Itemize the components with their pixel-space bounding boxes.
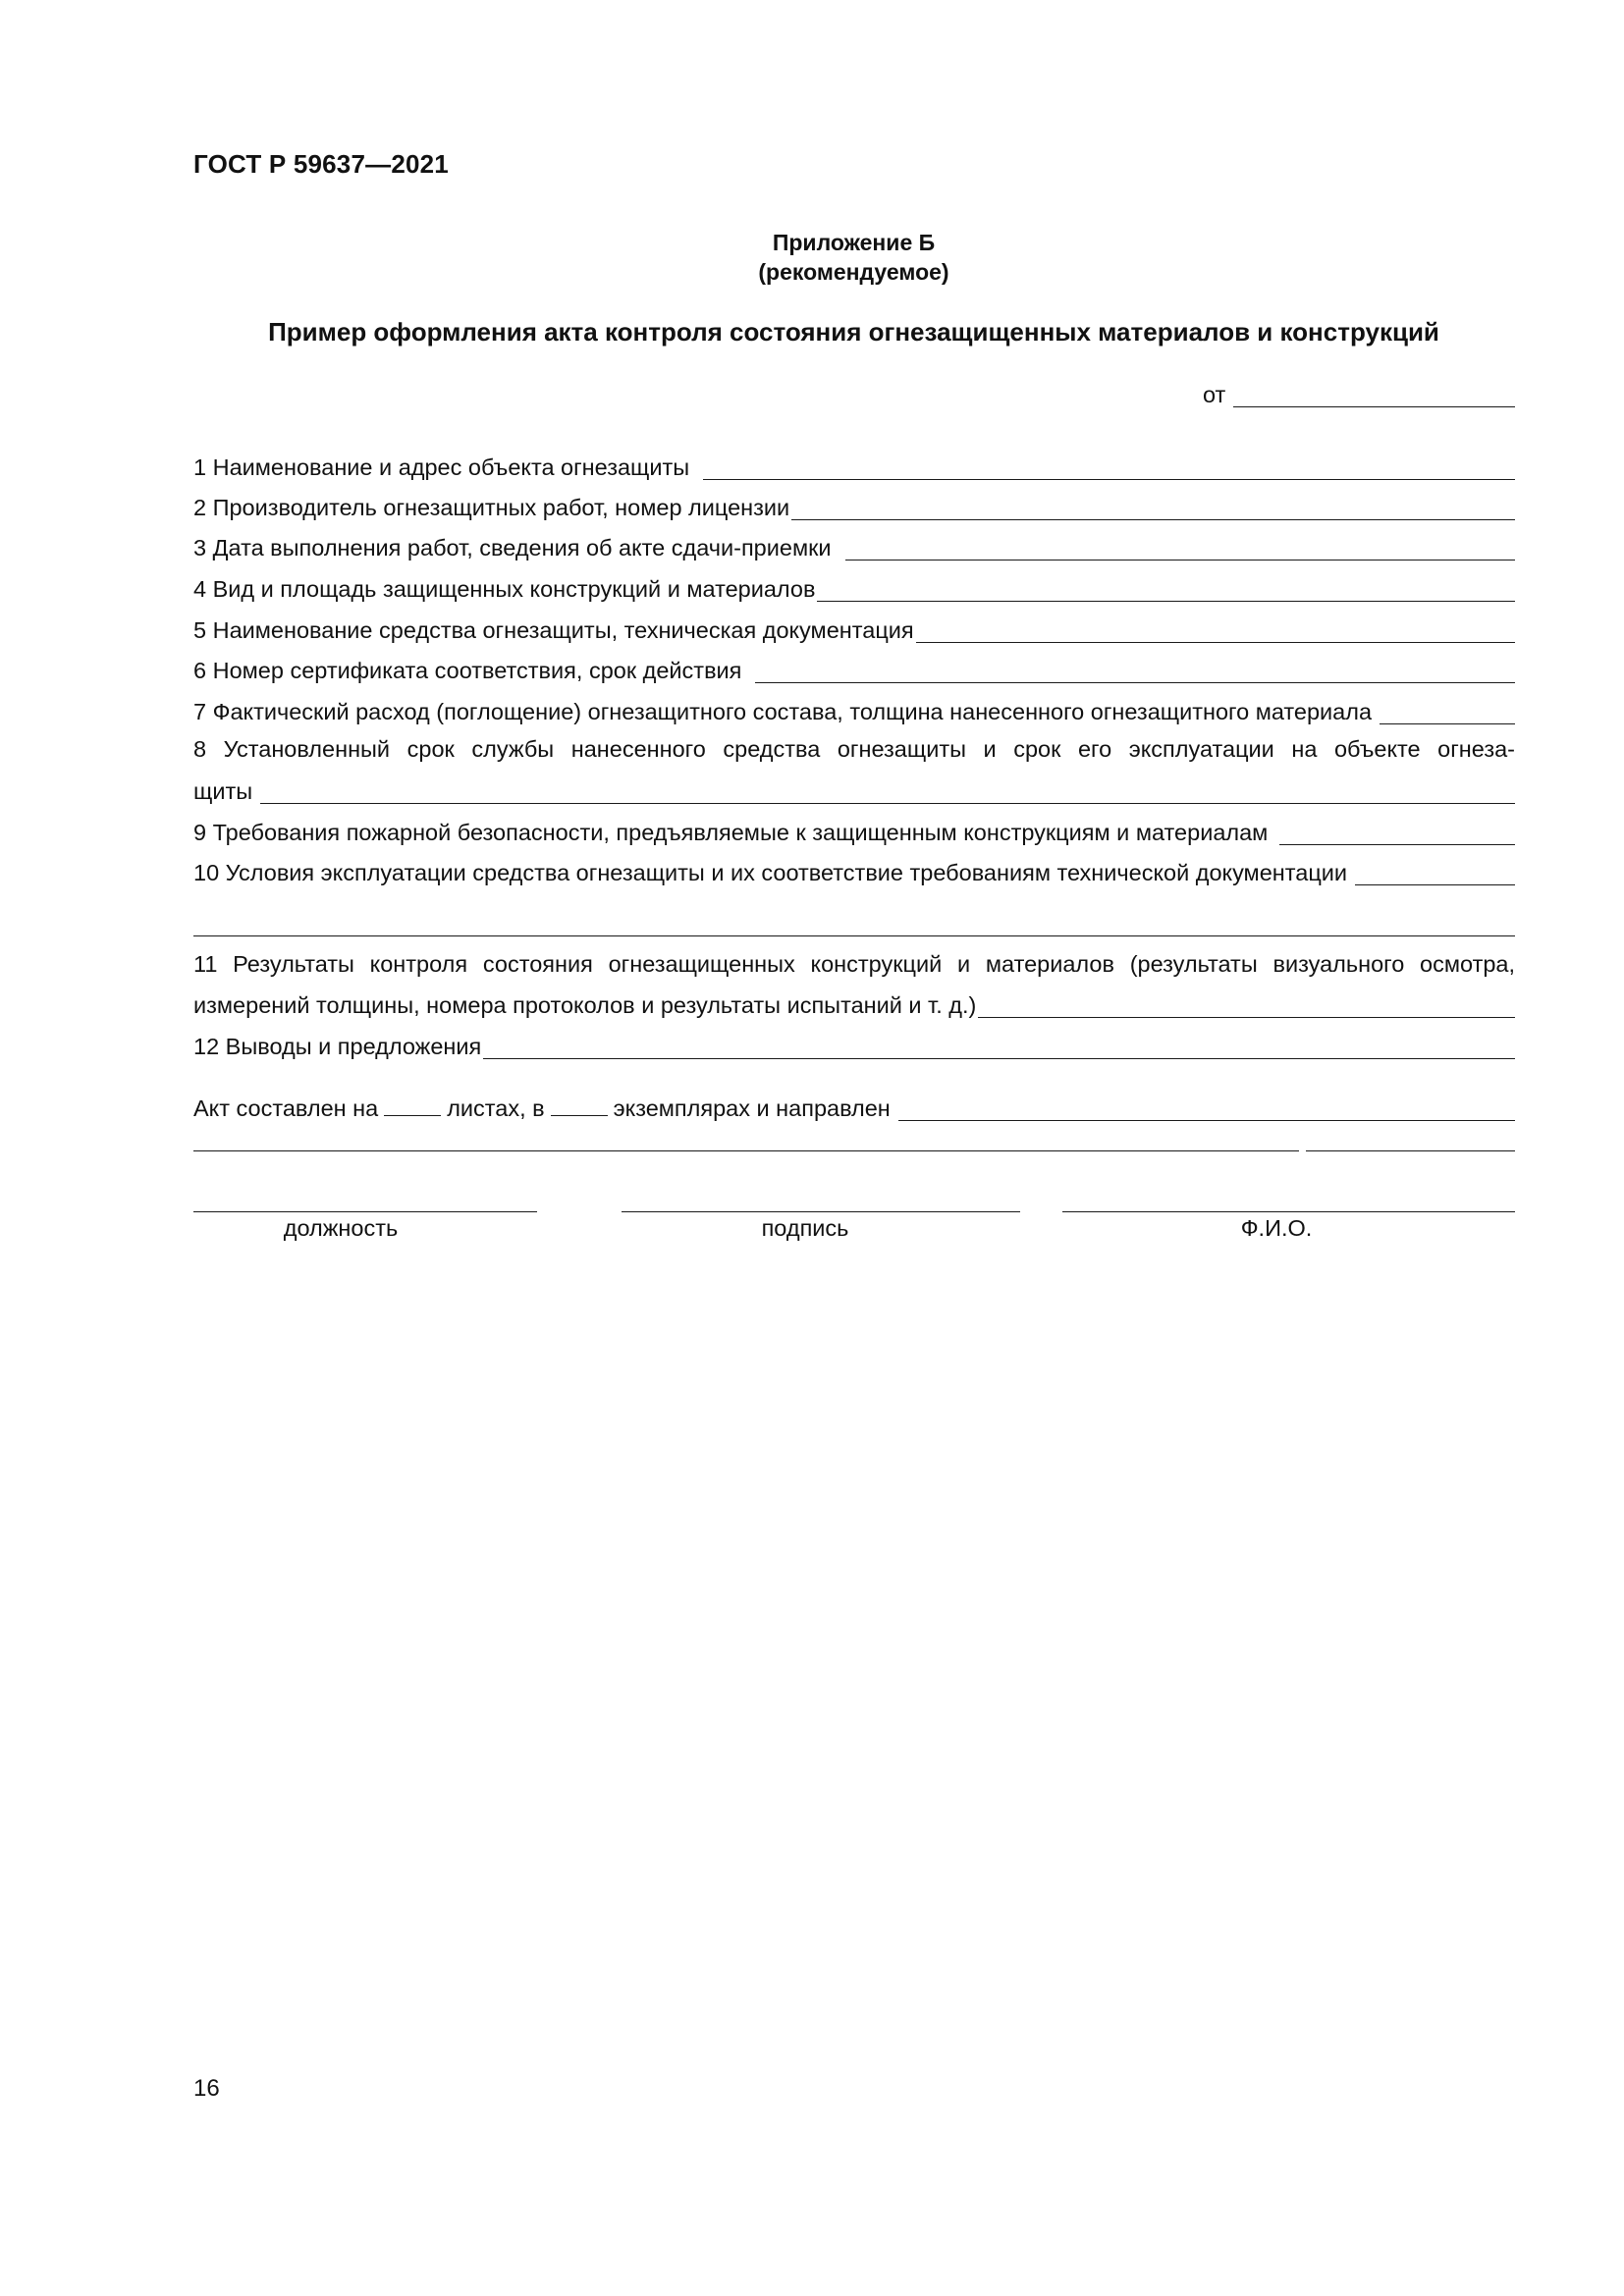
date-field[interactable]	[1203, 377, 1515, 410]
item-8-label-continued: щиты	[193, 778, 253, 804]
item-2-field[interactable]	[193, 490, 1515, 523]
act-label	[193, 1095, 891, 1124]
item-8-label: 8 Установленный срок службы нанесенного средства огнезащиты и срок его эксплуатации на объекте огнеза-	[193, 736, 1515, 762]
item-2-blank[interactable]	[791, 519, 1515, 520]
signature-blank[interactable]	[622, 1211, 1020, 1212]
item-2-label: 2 Производитель огнезащитных работ, номер лицензии	[193, 495, 790, 520]
item-10-blank-continued[interactable]	[193, 935, 1515, 936]
item-1-blank[interactable]	[703, 479, 1515, 480]
item-5-blank[interactable]	[916, 642, 1515, 643]
item-6-field[interactable]	[193, 653, 1515, 686]
name-blank[interactable]	[1062, 1211, 1515, 1212]
item-3-field[interactable]	[193, 530, 1515, 563]
item-4-label: 4 Вид и площадь защищенных конструкций и материалов	[193, 576, 816, 602]
item-4-field[interactable]	[193, 571, 1515, 605]
item-8-field[interactable]	[193, 774, 1515, 807]
appendix-status: (рекомендуемое)	[758, 259, 949, 285]
item-10-blank[interactable]	[1355, 884, 1515, 885]
document-header: ГОСТ Р 59637—2021	[193, 149, 449, 179]
item-12-blank[interactable]	[483, 1058, 1515, 1059]
copies-count-blank[interactable]	[551, 1115, 608, 1116]
item-7-blank[interactable]	[1380, 723, 1515, 724]
document-title: Пример оформления акта контроля состояния огнезащищенных материалов и конструкций	[268, 317, 1439, 347]
item-9-label: 9 Требования пожарной безопасности, предъявляемые к защищенным конструкциям и материалам	[193, 820, 1269, 845]
act-text-part3: экземплярах и направлен	[613, 1095, 891, 1121]
item-11-blank[interactable]	[978, 1017, 1515, 1018]
item-5-label: 5 Наименование средства огнезащиты, техническая документация	[193, 617, 914, 643]
appendix-heading	[193, 228, 1514, 287]
item-11-label-continued: измерений толщины, номера протоколов и результаты испытаний и т. д.)	[193, 992, 977, 1018]
item-9-field[interactable]	[193, 815, 1515, 848]
item-3-label: 3 Дата выполнения работ, сведения об акте сдачи-приемки	[193, 535, 832, 561]
act-extra-blank[interactable]	[1306, 1150, 1515, 1151]
item-7-label: 7 Фактический расход (поглощение) огнезащитного состава, толщина нанесенного огнезащитного материала	[193, 699, 1373, 724]
item-3-blank[interactable]	[845, 560, 1515, 561]
item-12-label: 12 Выводы и предложения	[193, 1034, 482, 1059]
act-field[interactable]	[193, 1091, 1515, 1124]
signature-label: подпись	[761, 1215, 849, 1241]
item-1-field[interactable]	[193, 450, 1515, 483]
appendix-label: Приложение Б	[772, 230, 936, 255]
act-text-part1: Акт составлен на	[193, 1095, 379, 1121]
act-recipient-blank-continued[interactable]	[193, 1150, 1299, 1151]
item-9-blank[interactable]	[1279, 844, 1515, 845]
item-12-field[interactable]	[193, 1029, 1515, 1062]
item-5-field[interactable]	[193, 613, 1515, 646]
item-10-field[interactable]	[193, 855, 1515, 888]
act-recipient-blank[interactable]	[898, 1120, 1515, 1121]
position-label: должность	[283, 1215, 399, 1241]
act-text-part2: листах, в	[447, 1095, 545, 1121]
sheets-count-blank[interactable]	[384, 1115, 441, 1116]
item-6-label: 6 Номер сертификата соответствия, срок действия	[193, 658, 742, 683]
item-11-field[interactable]	[193, 988, 1515, 1021]
item-7-field[interactable]	[193, 694, 1515, 727]
date-label: от	[1203, 382, 1226, 407]
item-1-label: 1 Наименование и адрес объекта огнезащиты	[193, 454, 690, 480]
item-4-blank[interactable]	[817, 601, 1515, 602]
item-6-blank[interactable]	[755, 682, 1515, 683]
name-label: Ф.И.О.	[1240, 1215, 1313, 1241]
item-8-blank[interactable]	[260, 803, 1515, 804]
page-number: 16	[193, 2075, 220, 2102]
item-10-label: 10 Условия эксплуатации средства огнезащиты и их соответствие требованиям технической документации	[193, 860, 1348, 885]
item-11-label: 11 Результаты контроля состояния огнезащищенных конструкций и материалов (результаты визуального осмотра,	[193, 951, 1515, 977]
position-blank[interactable]	[193, 1211, 537, 1212]
date-blank[interactable]	[1233, 406, 1515, 407]
